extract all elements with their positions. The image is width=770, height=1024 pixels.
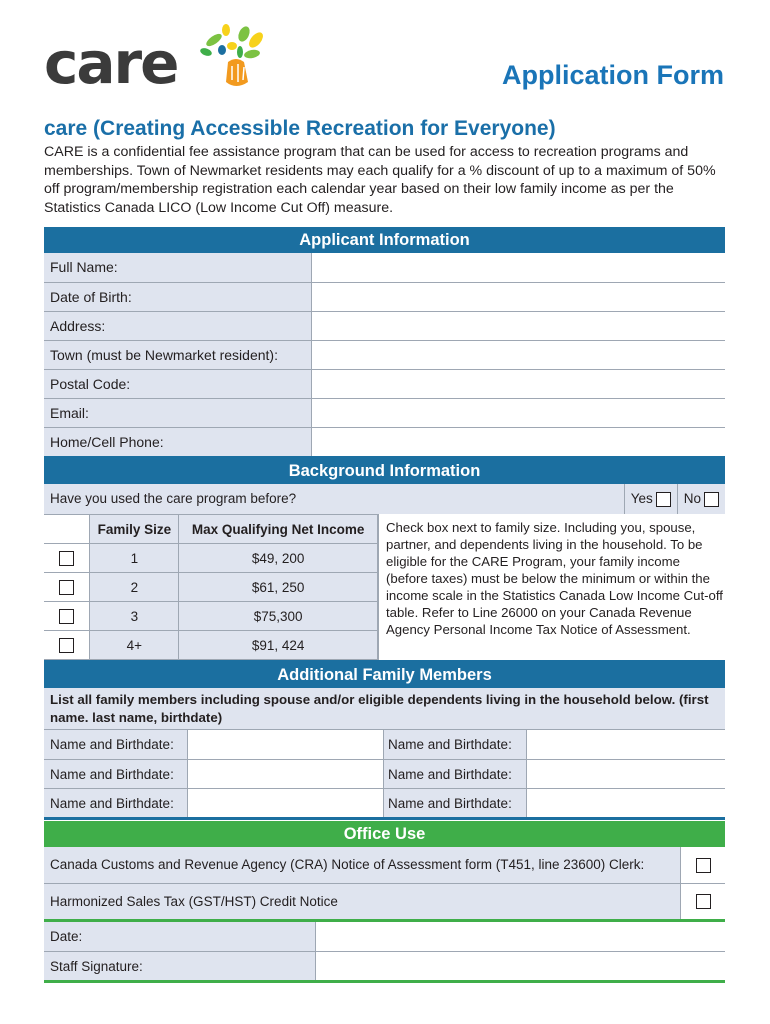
office-sign-off	[44, 922, 725, 983]
intro-paragraph: CARE is a confidential fee assistance program that can be used for access to recreation programs and memberships. Town of Newmarket residents may each qualify for a % discount of up to a maximum of 50% off program/membership registration each calendar year based on their low family income as per the Statistics Canada LICO (Low Income Cut Off) measure.	[44, 144, 716, 216]
hst-credit-cell	[680, 884, 725, 919]
applicant-section	[44, 227, 725, 459]
email-row	[44, 398, 725, 427]
additional-members-instructions: List all family members including spouse and/or eligible dependents living in the household below. (first name. last name, birthdate)	[44, 688, 725, 730]
prior-use-question: Have you used the care program before?	[50, 491, 297, 506]
no-label: No	[683, 491, 701, 506]
email-field[interactable]	[311, 399, 725, 427]
member-1-field[interactable]	[187, 730, 384, 759]
additional-members-fields	[44, 730, 725, 820]
hst-credit-row	[44, 883, 725, 919]
applicant-header: Applicant Information	[44, 227, 725, 253]
family-size-value: 3	[90, 602, 179, 631]
family-size-block	[44, 514, 725, 663]
signature-row	[44, 951, 725, 980]
yes-label: Yes	[630, 491, 653, 506]
prior-use-question-row	[44, 484, 725, 514]
additional-members-header: Additional Family Members	[44, 662, 725, 688]
postal-code-field[interactable]	[311, 370, 725, 398]
family-size-value: 2	[90, 573, 179, 602]
income-value: $49, 200	[179, 544, 378, 573]
town-row	[44, 340, 725, 369]
member-6-field[interactable]	[526, 789, 725, 817]
office-date-label: Date:	[44, 922, 315, 951]
name-birthdate-label: Name and Birthdate:	[384, 760, 526, 788]
office-use-section	[44, 821, 725, 983]
staff-signature-label: Staff Signature:	[44, 952, 315, 980]
full-name-label: Full Name:	[44, 253, 311, 282]
name-birthdate-label: Name and Birthdate:	[44, 789, 187, 817]
full-name-row	[44, 253, 725, 282]
cra-notice-label: Canada Customs and Revenue Agency (CRA) Notice of Assessment form (T451, line 23600) Clerk:	[44, 847, 680, 883]
member-5-field[interactable]	[187, 789, 384, 817]
member-row	[44, 788, 725, 817]
family-size-header: Family Size	[90, 515, 179, 544]
name-birthdate-label: Name and Birthdate:	[384, 789, 526, 817]
table-row	[44, 573, 378, 602]
email-label: Email:	[44, 399, 311, 427]
office-checklist	[44, 847, 725, 919]
logo-wordmark: care	[44, 29, 178, 97]
name-birthdate-label: Name and Birthdate:	[384, 730, 526, 759]
additional-members-section	[44, 662, 725, 820]
care-logo	[44, 20, 294, 96]
table-row	[44, 602, 378, 631]
postal-code-label: Postal Code:	[44, 370, 311, 398]
name-birthdate-label: Name and Birthdate:	[44, 730, 187, 759]
family-size-instructions: Check box next to family size. Including you, spouse, partner, and dependents living in the household. To be eligible for the CARE Program, your family income (before taxes) must be below the minimum or within the income scale in the Statistics Canada Low Income Cut-off table. Refer to Line 26000 on your Canada Revenue Agency Personal Income Tax Notice of Assessment.	[378, 514, 725, 660]
name-birthdate-label: Name and Birthdate:	[44, 760, 187, 788]
town-field[interactable]	[311, 341, 725, 369]
table-header-row	[44, 515, 378, 544]
family-size-2-checkbox[interactable]	[59, 580, 74, 595]
member-2-field[interactable]	[526, 730, 725, 759]
family-size-table	[44, 514, 378, 660]
phone-label: Home/Cell Phone:	[44, 428, 311, 456]
member-3-field[interactable]	[187, 760, 384, 788]
background-section	[44, 458, 725, 663]
family-size-3-cell	[44, 602, 90, 631]
table-row	[44, 631, 378, 660]
address-row	[44, 311, 725, 340]
family-size-2-cell	[44, 573, 90, 602]
cra-notice-row	[44, 847, 725, 883]
family-size-4-cell	[44, 631, 90, 660]
address-field[interactable]	[311, 312, 725, 340]
background-header: Background Information	[44, 458, 725, 484]
yes-checkbox[interactable]	[656, 492, 671, 507]
date-of-birth-row	[44, 282, 725, 311]
table-row	[44, 544, 378, 573]
income-value: $75,300	[179, 602, 378, 631]
phone-row	[44, 427, 725, 456]
hst-credit-label: Harmonized Sales Tax (GST/HST) Credit Notice	[44, 884, 680, 919]
hst-credit-checkbox[interactable]	[696, 894, 711, 909]
date-row	[44, 922, 725, 951]
member-row	[44, 730, 725, 759]
date-of-birth-field[interactable]	[311, 283, 725, 311]
member-row	[44, 759, 725, 788]
cra-notice-cell	[680, 847, 725, 883]
member-4-field[interactable]	[526, 760, 725, 788]
staff-signature-field[interactable]	[315, 952, 725, 980]
applicant-fields	[44, 253, 725, 459]
tree-logo-icon	[192, 20, 292, 92]
no-checkbox[interactable]	[704, 492, 719, 507]
date-of-birth-label: Date of Birth:	[44, 283, 311, 311]
family-size-1-checkbox[interactable]	[59, 551, 74, 566]
income-value: $61, 250	[179, 573, 378, 602]
family-size-4-checkbox[interactable]	[59, 638, 74, 653]
income-value: $91, 424	[179, 631, 378, 660]
family-size-3-checkbox[interactable]	[59, 609, 74, 624]
full-name-field[interactable]	[311, 253, 725, 282]
yes-option	[624, 484, 677, 514]
address-label: Address:	[44, 312, 311, 340]
form-title: Application Form	[502, 60, 724, 90]
cra-notice-checkbox[interactable]	[696, 858, 711, 873]
town-label: Town (must be Newmarket resident):	[44, 341, 311, 369]
office-use-header: Office Use	[44, 821, 725, 847]
max-income-header: Max Qualifying Net Income	[179, 515, 378, 544]
family-size-1-cell	[44, 544, 90, 573]
no-option	[677, 484, 725, 514]
checkbox-column-header	[44, 515, 90, 544]
program-title: care (Creating Accessible Recreation for Everyone)	[44, 117, 556, 140]
family-size-value: 1	[90, 544, 179, 573]
postal-code-row	[44, 369, 725, 398]
family-size-value: 4+	[90, 631, 179, 660]
phone-field[interactable]	[311, 428, 725, 456]
office-date-field[interactable]	[315, 922, 725, 951]
